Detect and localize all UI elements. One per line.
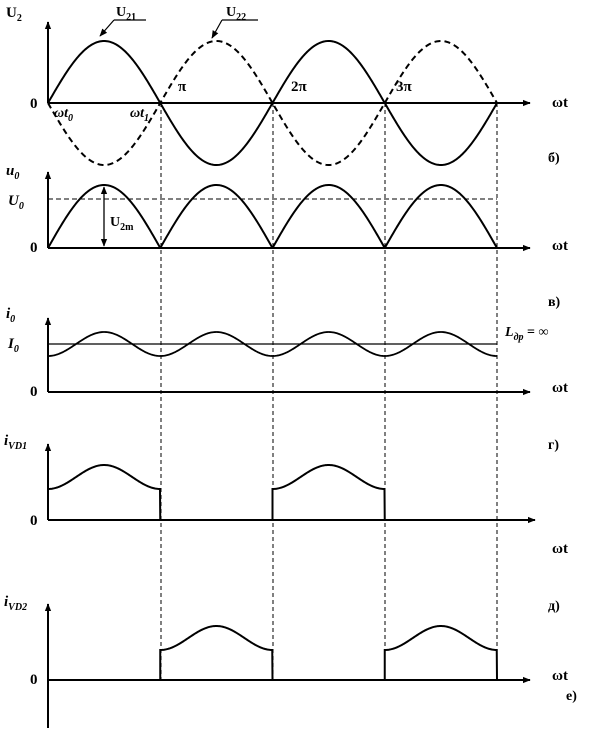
omega-t-label-1: ωt xyxy=(552,95,568,111)
ivd2-axis-label: $i_{VD2}$ xyxy=(4,594,28,613)
u21-curve-label: $U_{21}$ xyxy=(116,5,137,23)
zero-label-i0: 0 xyxy=(30,384,38,400)
ivd2-curve xyxy=(160,626,497,680)
panel-marker-e: е) xyxy=(566,689,577,704)
I0-level-label: $I_0$ xyxy=(8,336,19,355)
wt0-label: $\omega t_0$ xyxy=(54,106,74,124)
wt1-label: $\omega t_1$ xyxy=(130,106,150,124)
u22-leader-arrow xyxy=(212,20,222,38)
axes xyxy=(48,22,535,728)
u2-axis-label: $U_2$ xyxy=(6,5,22,24)
omega-t-label-4: ωt xyxy=(552,541,568,557)
u22-curve-label: $U_{22}$ xyxy=(226,5,247,23)
two-pi-label: 2π xyxy=(291,79,307,95)
L-dr-label: $L_{др}$ = ∞ xyxy=(505,325,549,343)
ivd1-axis-label: $i_{VD1}$ xyxy=(4,433,28,452)
panel-marker-d: д) xyxy=(548,599,560,614)
ivd1-curve xyxy=(48,465,385,520)
omega-t-label-3: ωt xyxy=(552,380,568,396)
U0-level-label: $U_0$ xyxy=(8,193,24,212)
zero-label-ivd2: 0 xyxy=(30,672,38,688)
u21-leader-arrow xyxy=(100,20,114,36)
omega-t-label-2: ωt xyxy=(552,238,568,254)
zero-label-u0: 0 xyxy=(30,240,38,256)
zero-label-ivd1: 0 xyxy=(30,513,38,529)
panel-marker-v: в) xyxy=(548,295,561,310)
U2m-amplitude-label: $U_{2m}$ xyxy=(110,215,134,233)
u0-axis-label: $u_0$ xyxy=(6,163,20,182)
panel-marker-g: г) xyxy=(548,438,560,453)
zero-label-u2: 0 xyxy=(30,96,38,112)
curves xyxy=(48,41,497,680)
three-pi-label: 3π xyxy=(396,79,412,95)
i0-axis-label: $i_0$ xyxy=(6,306,16,325)
pi-label: π xyxy=(178,79,187,95)
omega-t-label-5: ωt xyxy=(552,668,568,684)
panel-marker-b: б) xyxy=(548,151,560,166)
